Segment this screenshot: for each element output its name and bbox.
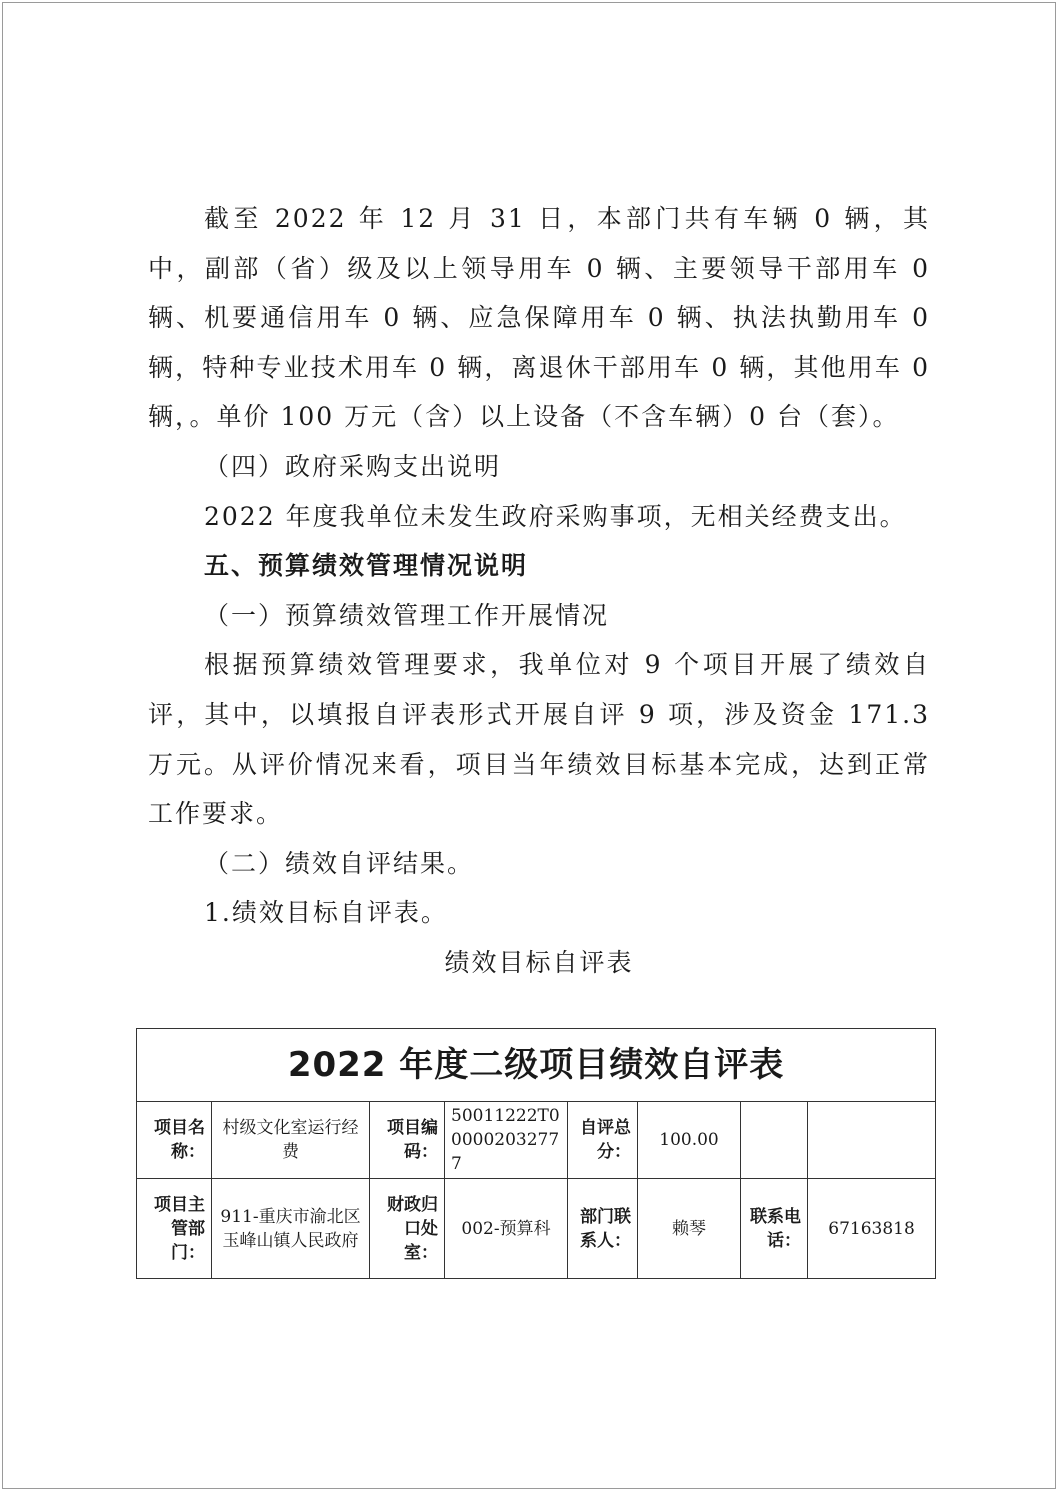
paragraph-vehicles: 截至 2022 年 12 月 31 日，本部门共有车辆 0 辆，其中，副部（省）级及以上领导用车 0 辆、主要领导干部用车 0 辆、机要通信用车 0 辆、应急保障用车 0 辆、执法执勤用车 0 辆，特种专业技术用车 0 辆，离退休干部用车 0 辆，其他用车 0 辆，。单价 100 万元（含）以上设备（不含车辆）0 台（套）。 — [148, 204, 930, 432]
dept-value: 911-重庆市渝北区玉峰山镇人民政府 — [212, 1179, 370, 1279]
dept-label: 项目主管部门： — [137, 1179, 212, 1279]
contact-label: 部门联系人： — [568, 1179, 638, 1279]
contact-value: 赖琴 — [638, 1179, 741, 1279]
section-heading-performance: 五、预算绩效管理情况说明 — [204, 551, 529, 581]
empty-cell — [741, 1102, 808, 1179]
subheading-results: （二）绩效自评结果。 — [204, 848, 475, 878]
subheading-self-eval-table: 1.绩效目标自评表。 — [204, 898, 448, 928]
document-body — [148, 194, 930, 988]
project-code-label: 项目编码： — [370, 1102, 445, 1179]
project-name-label: 项目名称： — [137, 1102, 212, 1179]
empty-cell — [808, 1102, 936, 1179]
finance-office-value: 002-预算科 — [445, 1179, 568, 1279]
phone-label: 联系电话： — [741, 1179, 808, 1279]
finance-office-label: 财政归口处室： — [370, 1179, 445, 1279]
self-score-value: 100.00 — [638, 1102, 741, 1179]
project-code-value: 50011222T000002032777 — [445, 1102, 568, 1179]
paragraph-evaluation: 根据预算绩效管理要求，我单位对 9 个项目开展了绩效自评，其中，以填报自评表形式开展自评 9 项，涉及资金 171.3 万元。从评价情况来看，项目当年绩效目标基本完成，达到正常工作要求。 — [148, 650, 930, 829]
subheading-work-progress: （一）预算绩效管理工作开展情况 — [204, 600, 610, 630]
self-score-label: 自评总分： — [568, 1102, 638, 1179]
table-caption: 绩效目标自评表 — [444, 947, 634, 977]
paragraph-procurement: 2022 年度我单位未发生政府采购事项，无相关经费支出。 — [204, 501, 907, 531]
performance-table — [136, 1028, 936, 1279]
project-name-value: 村级文化室运行经费 — [212, 1102, 370, 1179]
phone-value: 67163818 — [808, 1179, 936, 1279]
subheading-procurement: （四）政府采购支出说明 — [204, 451, 502, 481]
table-title: 2022 年度二级项目绩效自评表 — [137, 1029, 936, 1102]
